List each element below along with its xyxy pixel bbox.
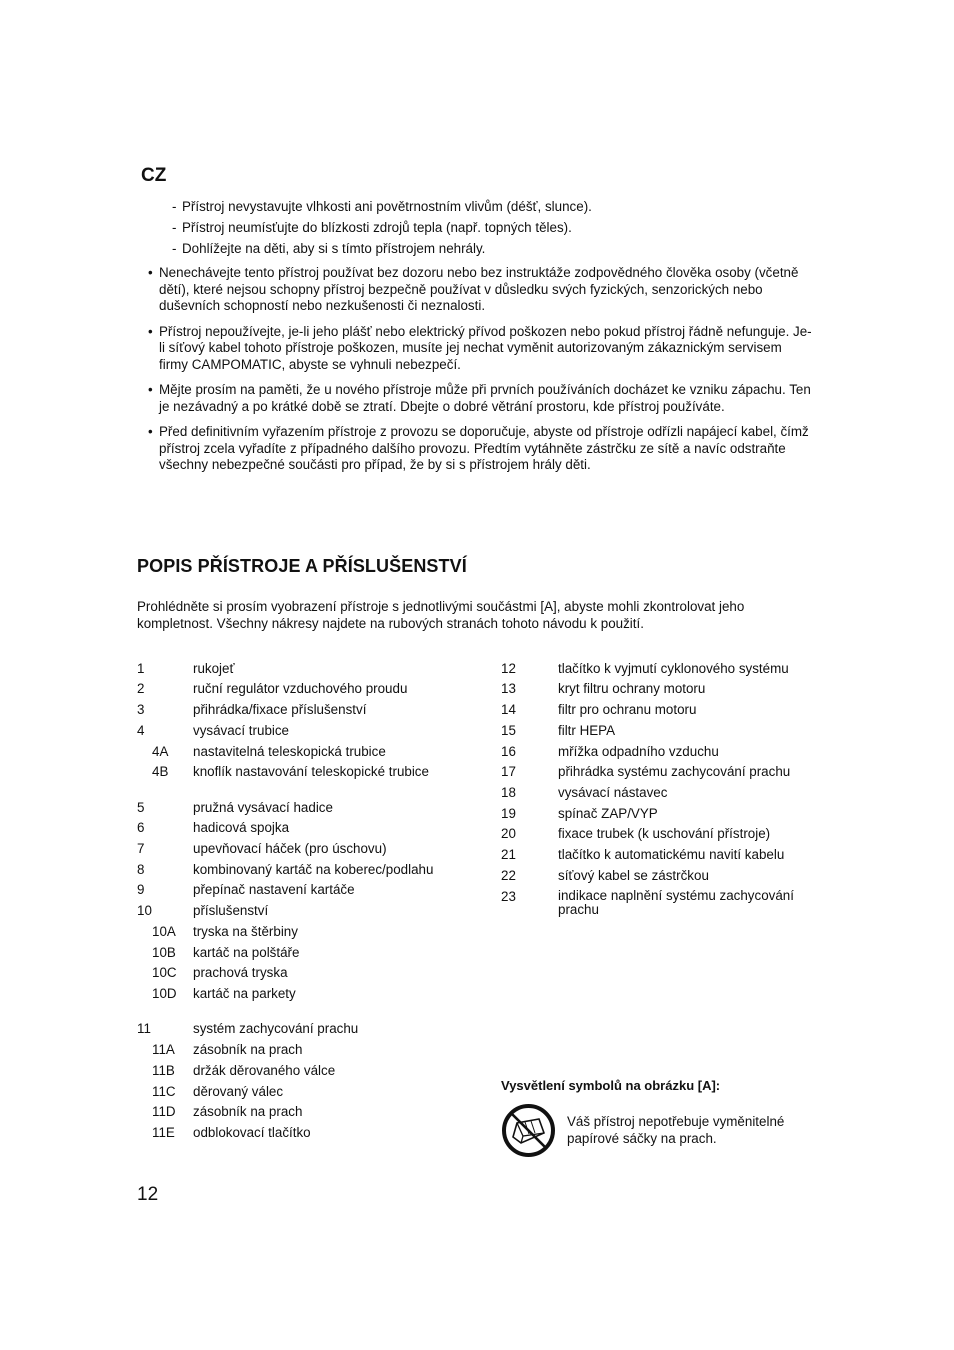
part-number: 18	[501, 785, 516, 800]
section-title: POPIS PŘÍSTROJE A PŘÍSLUŠENSTVÍ	[137, 556, 467, 576]
part-label: přihrádka systému zachycování prachu	[558, 764, 791, 779]
safety-bullet	[148, 382, 814, 415]
part-number: 10	[137, 903, 152, 918]
part-label: příslušenství	[193, 903, 269, 918]
dash-text: Přístroj neumísťujte do blízkosti zdrojů tepla (např. topných těles).	[182, 220, 572, 235]
part-label: vysávací nástavec	[558, 785, 668, 800]
safety-dash-list	[172, 196, 812, 259]
part-number: 5	[137, 800, 145, 815]
part-number: 21	[501, 847, 516, 862]
part-label: přepínač nastavení kartáče	[193, 882, 355, 897]
part-number: 12	[501, 661, 516, 676]
part-label: mřížka odpadního vzduchu	[558, 744, 719, 759]
part-label: pružná vysávací hadice	[193, 800, 333, 815]
part-number: 10A	[152, 924, 176, 939]
part-label: hadicová spojka	[193, 820, 290, 835]
bullet-mark: •	[148, 265, 153, 280]
part-number: 11B	[152, 1063, 175, 1078]
part-number: 10D	[152, 986, 177, 1001]
part-label: filtr HEPA	[558, 723, 616, 738]
part-label: síťový kabel se zástrčkou	[558, 868, 709, 883]
part-number: 11D	[152, 1104, 176, 1119]
part-number: 22	[501, 868, 516, 883]
part-label: spínač ZAP/VYP	[558, 806, 658, 821]
part-number: 11E	[152, 1125, 175, 1140]
bullet-text: Nenechávejte tento přístroj používat bez dozoru nebo bez instruktáže zodpovědného člověka osoby (včetně dětí), které nejsou schopny přístroj bezpečně používat v důsledku svých fyzických, senzorických nebo duševních schopností nebo nezkušenosti či neznalosti.	[159, 265, 799, 313]
part-label: přihrádka/fixace příslušenství	[193, 702, 367, 717]
bullet-text: Před definitivním vyřazením přístroje z provozu se doporučuje, abyste od přístroje odřízli napájecí kabel, čímž přístroj zcela vyřadíte z případného dalšího provozu. Předtím vytáhněte zástrčku ze sítě a navíc odstraňte všechny nebezpečné součásti pro případ, že by si s přístrojem hrály děti.	[159, 424, 809, 472]
part-label: upevňovací háček (pro úschovu)	[193, 841, 387, 856]
part-label: nastavitelná teleskopická trubice	[193, 744, 386, 759]
part-number: 9	[137, 882, 145, 897]
part-number: 10B	[152, 945, 176, 960]
part-label: kryt filtru ochrany motoru	[558, 681, 706, 696]
dash-text: Přístroj nevystavujte vlhkosti ani povětrnostním vlivům (déšť, slunce).	[182, 199, 592, 214]
bullet-text: Mějte prosím na paměti, že u nového přístroje může při prvních používáních docházet ke vzniku zápachu. Ten je nezávadný a po krátké době se ztratí. Dbejte o dobré větrání prostoru, kde přístroj používáte.	[159, 382, 811, 414]
part-number: 23	[501, 889, 516, 904]
part-number: 1	[137, 661, 145, 676]
part-number: 7	[137, 841, 145, 856]
part-number: 20	[501, 826, 516, 841]
safety-bullet	[148, 265, 814, 315]
part-label: rukojeť	[193, 661, 235, 676]
bullet-mark: •	[148, 323, 153, 339]
dash-mark: -	[172, 199, 177, 214]
part-number: 2	[137, 681, 145, 696]
language-code: CZ	[141, 165, 167, 186]
part-label: tlačítko k vyjmutí cyklonového systému	[558, 661, 789, 676]
part-label: tryska na štěrbiny	[193, 924, 298, 939]
safety-bullet-list	[148, 265, 814, 483]
part-number: 6	[137, 820, 145, 835]
safety-dash-item	[172, 196, 812, 217]
part-number: 11	[137, 1021, 151, 1036]
part-label: knoflík nastavování teleskopické trubice	[193, 764, 429, 779]
part-label: fixace trubek (k uschování přístroje)	[558, 826, 771, 841]
part-number: 14	[501, 702, 516, 717]
part-label: ruční regulátor vzduchového proudu	[193, 681, 408, 696]
part-label: kartáč na polštáře	[193, 945, 300, 960]
dash-mark: -	[172, 241, 177, 256]
safety-bullet	[148, 324, 814, 374]
bullet-mark: •	[148, 424, 153, 439]
part-number: 4	[137, 723, 145, 738]
safety-bullet	[148, 424, 814, 474]
part-number: 13	[501, 681, 516, 696]
safety-dash-item	[172, 217, 812, 238]
bullet-text: Přístroj nepoužívejte, je-li jeho plášť nebo elektrický přívod poškozen nebo pokud přístroj řádně nefunguje. Je-li síťový kabel tohoto přístroje poškozen, musíte jej nechat vyměnit autorizovaným zákaznickým servisem firmy CAMPOMATIC, abyste se vyhnuli nebezpečí.	[159, 323, 812, 372]
part-number: 10C	[152, 965, 177, 980]
dash-text: Dohlížejte na děti, aby si s tímto přístrojem nehrály.	[182, 241, 486, 256]
page-number: 12	[137, 1184, 159, 1205]
intro-paragraph: Prohlédněte si prosím vyobrazení přístroje s jednotlivými součástmi [A], abyste mohli zkontrolovat jeho kompletnost. Všechny nákresy najdete na rubových stranách tohoto návodu k použití.	[137, 599, 745, 631]
part-number: 4B	[152, 764, 169, 779]
part-label: filtr pro ochranu motoru	[558, 702, 697, 717]
part-number: 16	[501, 744, 516, 759]
part-label: tlačítko k automatickému navití kabelu	[558, 847, 785, 862]
part-label: děrovaný válec	[193, 1084, 284, 1099]
part-number: 4A	[152, 744, 169, 759]
part-label: zásobník na prach	[193, 1104, 303, 1119]
bullet-mark: •	[148, 382, 153, 397]
part-number: 11A	[152, 1042, 175, 1057]
part-label: prachová tryska	[193, 965, 288, 980]
no-paper-bag-icon	[501, 1103, 556, 1158]
legend-text: Váš přístroj nepotřebuje vyměnitelné papírové sáčky na prach.	[567, 1114, 785, 1146]
part-number: 3	[137, 702, 145, 717]
part-label: vysávací trubice	[193, 723, 290, 738]
safety-dash-item	[172, 238, 812, 259]
legend-title: Vysvětlení symbolů na obrázku [A]:	[501, 1078, 721, 1093]
part-label: indikace naplnění systému zachycování prachu	[558, 888, 794, 917]
part-number: 17	[501, 764, 516, 779]
part-number: 15	[501, 723, 516, 738]
part-label: odblokovací tlačítko	[193, 1125, 311, 1140]
part-label: kartáč na parkety	[193, 986, 296, 1001]
dash-mark: -	[172, 220, 177, 235]
part-label: kombinovaný kartáč na koberec/podlahu	[193, 862, 434, 877]
part-label: držák děrovaného válce	[193, 1063, 336, 1078]
part-label: systém zachycování prachu	[193, 1021, 359, 1036]
part-number: 8	[137, 862, 145, 877]
part-label: zásobník na prach	[193, 1042, 303, 1057]
part-number: 11C	[152, 1084, 176, 1099]
part-number: 19	[501, 806, 516, 821]
